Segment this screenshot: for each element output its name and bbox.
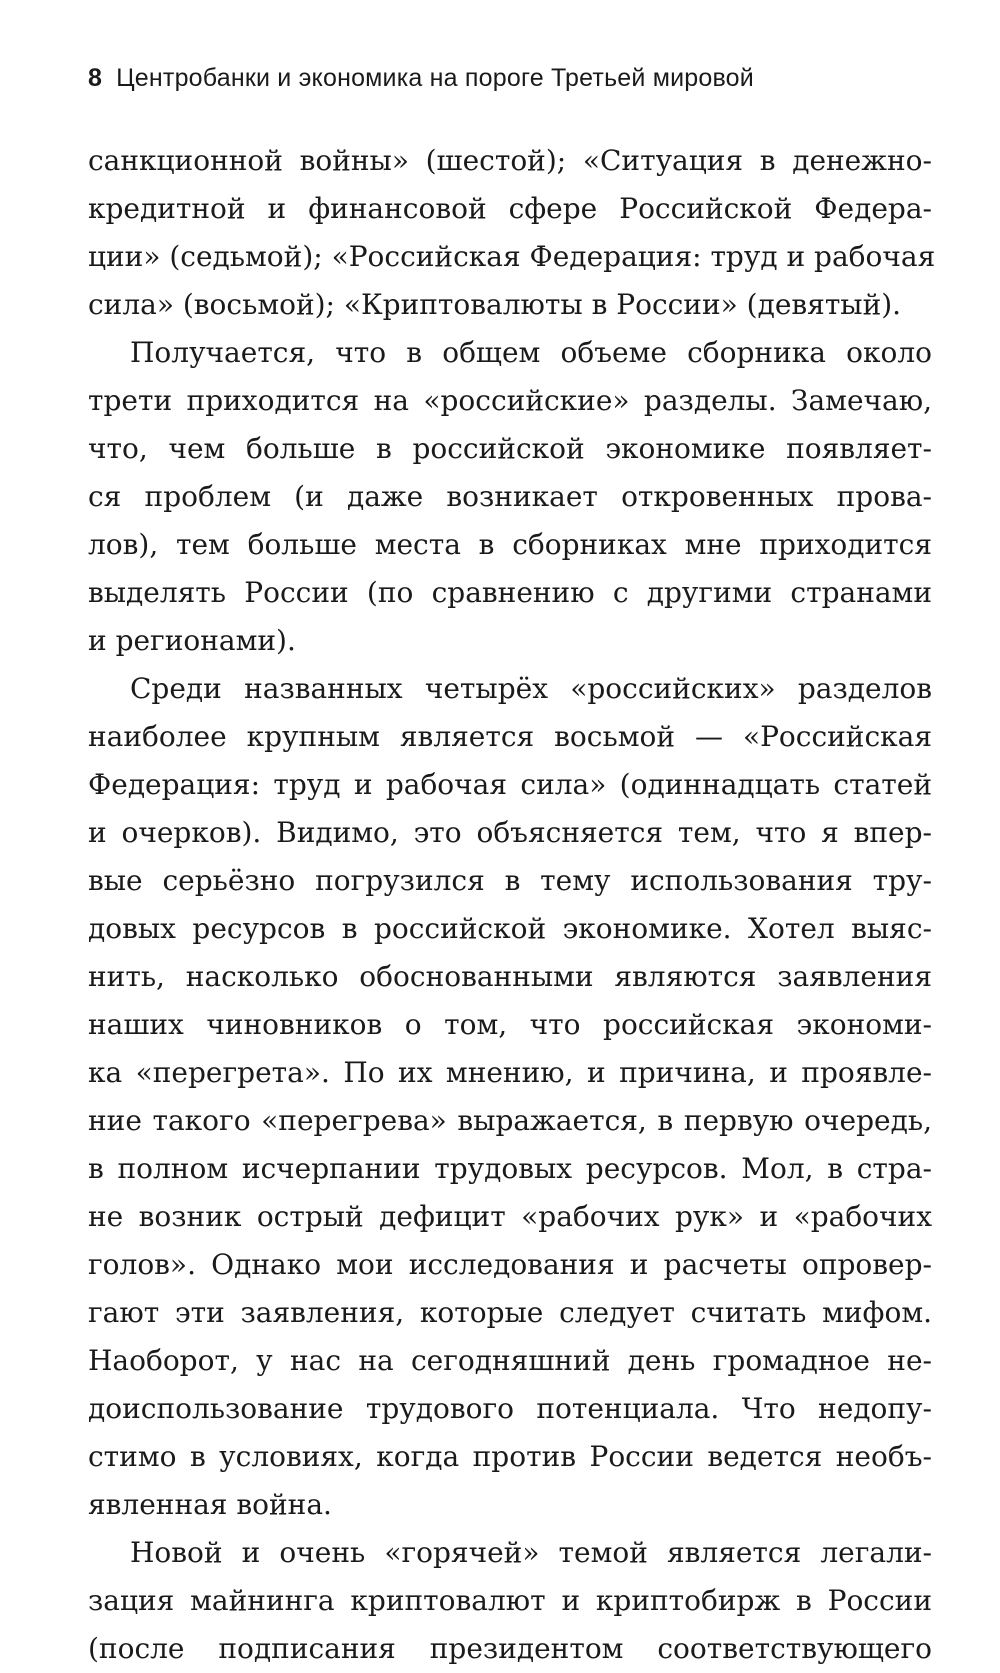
- text-line: голов». Однако мои исследования и расчеты опровер-: [88, 1248, 932, 1281]
- text-line: довых ресурсов в российской экономике. Хотел выяс-: [88, 912, 932, 945]
- text-line: Наоборот, у нас на сегодняшний день громадное не-: [88, 1344, 932, 1377]
- text-line: лов), тем больше места в сборниках мне приходится: [88, 528, 932, 561]
- body-text: [88, 137, 936, 1673]
- text-line: ся проблем (и даже возникает откровенных прова-: [88, 480, 932, 513]
- paragraph-4: [88, 1529, 932, 1673]
- text-line: санкционной войны» (шестой); «Ситуация в денежно-: [88, 144, 932, 177]
- text-line: (после подписания президентом соответствующего: [88, 1632, 932, 1665]
- text-line: ка «перегрета». По их мнению, и причина, и проявле-: [88, 1056, 932, 1089]
- text-line: что, чем больше в российской экономике появляет-: [88, 432, 932, 465]
- page-number: 8: [88, 64, 103, 92]
- text-line: Новой и очень «горячей» темой является легали-: [130, 1536, 932, 1569]
- running-head: [88, 58, 948, 98]
- text-line: явленная война.: [88, 1488, 332, 1521]
- text-line: нить, насколько обоснованными являются заявления: [88, 960, 932, 993]
- text-line: не возник острый дефицит «рабочих рук» и «рабочих: [88, 1200, 932, 1233]
- text-line: кредитной и финансовой сфере Российской Федера-: [88, 192, 932, 225]
- text-line: и очерков). Видимо, это объясняется тем, что я впер-: [88, 816, 932, 849]
- paragraph-2: [88, 329, 932, 665]
- text-line: доиспользование трудового потенциала. Что недопу-: [88, 1392, 932, 1425]
- text-line: в полном исчерпании трудовых ресурсов. Мол, в стра-: [88, 1152, 932, 1185]
- paragraph-1: [88, 137, 936, 329]
- text-line: наших чиновников о том, что российская экономи-: [88, 1008, 932, 1041]
- text-line: сила» (восьмой); «Криптовалюты в России» (девятый).: [88, 288, 902, 321]
- running-title: Центробанки и экономика на пороге Третьей мировой: [116, 64, 754, 92]
- text-line: Получается, что в общем объеме сборника около: [130, 336, 932, 369]
- text-line: трети приходится на «российские» разделы. Замечаю,: [88, 384, 932, 417]
- text-line: выделять России (по сравнению с другими странами: [88, 576, 932, 609]
- text-line: ние такого «перегрева» выражается, в первую очередь,: [88, 1104, 932, 1137]
- text-line: вые серьёзно погрузился в тему использования тру-: [88, 864, 932, 897]
- text-line: Федерация: труд и рабочая сила» (одиннадцать статей: [88, 768, 932, 801]
- text-line: ции» (седьмой); «Российская Федерация: труд и рабочая: [88, 240, 936, 273]
- text-line: наиболее крупным является восьмой — «Российская: [88, 720, 932, 753]
- text-line: и регионами).: [88, 624, 296, 657]
- text-line: Среди названных четырёх «российских» разделов: [130, 672, 932, 705]
- text-line: зация майнинга криптовалют и криптобирж в России: [88, 1584, 932, 1617]
- text-line: гают эти заявления, которые следует считать мифом.: [88, 1296, 932, 1329]
- paragraph-3: [88, 665, 932, 1529]
- text-line: стимо в условиях, когда против России ведется необъ-: [88, 1440, 932, 1473]
